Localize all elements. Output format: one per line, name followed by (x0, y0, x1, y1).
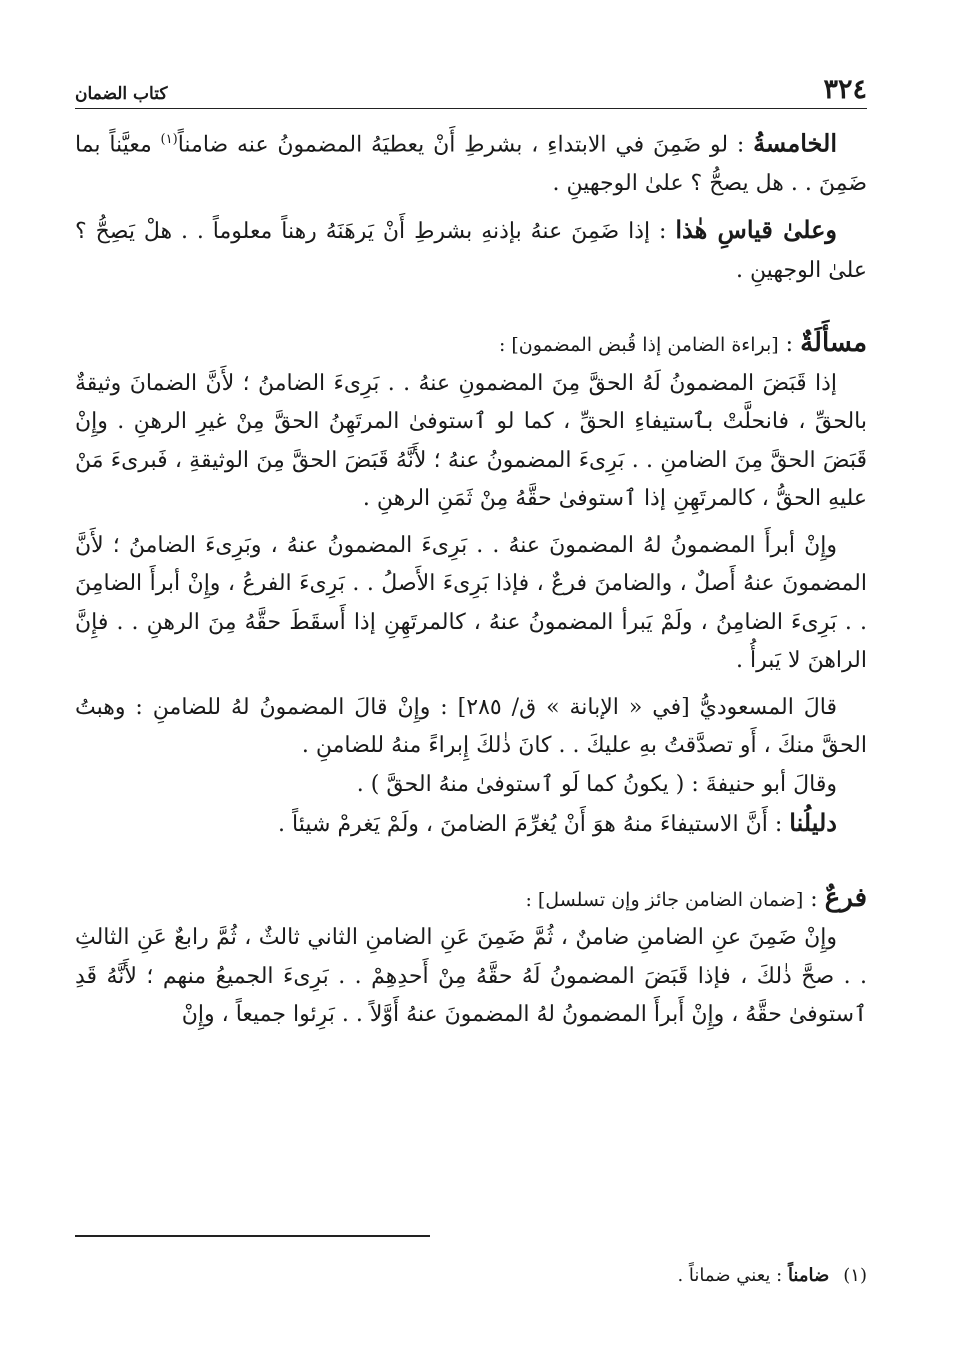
section-heading-masala (75, 324, 867, 365)
paragraph-text: وإِنْ أبرأَ المضمونُ لهُ المضمونَ عنهُ . . بَرِىءَ المضمونُ عنهُ ، وبَرِىءَ الضامنُ ؛ لأَنَّ المضمونَ عنهُ أَصلٌ ، والضامنَ فرعٌ ، فإذا بَرِىءَ الأَصلُ . . بَرِىءَ الفرعُ ، وإِنْ أبرأَ الضامِنَ . . بَرِىءَ الضامِنُ ، ولَمْ يَبرأ المضمونُ عنهُ ، كالمرتَهِنِ إذا أَسقَطَ حقَّهُ مِنَ الرهنِ . . فإِنَّ الراهنَ لا يَبرأُ . (75, 532, 867, 674)
paragraph-evidence (75, 804, 867, 845)
book-page (75, 70, 867, 1320)
paragraph-text: قالَ المسعوديُّ [في « الإبانة » ق/ ٢٨٥] : وإِنْ قالَ المضمونُ لهُ للضامنِ : وهبتُ الحقَّ منكَ ، أَو تصدَّقتُ بهِ عليكَ . . كانَ ذٰلكَ إِبراءً منهُ للضامنِ . (75, 694, 867, 759)
heading-subtitle: [ضمان الضامن جائز وإن تسلسل] : (525, 888, 804, 911)
page-header (75, 70, 867, 109)
section-heading-far (75, 879, 867, 920)
heading-label: مسأَلَةٌ (800, 328, 867, 359)
footnote-term: ضامناً (787, 1265, 830, 1286)
heading-label: فرعٌ (824, 882, 867, 913)
paragraph-text: : إذا ضَمِنَ عنهُ بإذنهِ بشرطِ أَنْ يَرهَنَهُ رهناً معلوماً . . هلْ يَصِحُّ ؟ علىٰ الوجهينِ . (75, 219, 867, 283)
footnote-reference[interactable]: (١) (160, 132, 178, 147)
paragraph-label: وعلىٰ قياسِ هٰذا (675, 215, 837, 245)
paragraph-analogy (75, 211, 867, 290)
paragraph-text: إذا قَبَضَ المضمونُ لَهُ الحقَّ مِنَ المضمونِ عنهُ . . بَرِىءَ الضامنُ ؛ لأَنَّ الضمانَ وثيقةٌ بالحقِّ ، فانحلَّتْ بٱستيفاءِ الحقِّ ، كما لو ٱستوفىٰ المرتَهِنُ الحقَّ مِنْ غيرِ الرهنِ . وإِنْ قَبَضَ الحقَّ مِنَ الضامنِ . . بَرِىءَ المضمونُ عنهُ ؛ لأَنَّهُ قَبَضَ الحقَّ مِنَ الوثيقةِ ، فَبرىءَ مَنْ عليهِ الحقُّ ، كالمرتَهِنِ إذا ٱستوفىٰ حقَّهُ مِنْ ثَمَنِ الرهنِ . (75, 370, 867, 512)
footnote-number: (١) (843, 1265, 867, 1286)
paragraph-text: وإِنْ ضَمِنَ عنِ الضامنِ ضامنٌ ، ثُمَّ ضَمِنَ عَنِ الضامنِ الثاني ثالثٌ ، ثُمَّ رابعٌ عَنِ الثالثِ . . صحَّ ذٰلكَ ، فإذا قَبَضَ المضمونُ لَهُ حقَّهُ مِنْ أَحدِهِمْ . . بَرِىءَ الجميعُ منهم ؛ لأَنَّهُ قَدِ ٱستوفىٰ حقَّهُ ، وإِنْ أَبرأَ المضمونُ لهُ المضمونَ عنهُ أَوَّلاً . . بَرِئوا جميعاً ، وإِنْ (75, 925, 867, 1028)
paragraph-text: : لو ضَمِنَ في الابتداءِ ، بشرطِ أَنْ يعطيَهُ المضمونُ عنه ضامناً (177, 132, 754, 158)
running-title: كتاب الضمان (75, 84, 168, 104)
paragraph-text: معيَّناً بما ضَمِنَ . . هل يصحُّ ؟ علىٰ الوجهينِ . (75, 132, 867, 196)
heading-separator: : (803, 886, 825, 912)
paragraph-label: الخامسةُ (753, 128, 837, 158)
heading-subtitle: [براءة الضامن إذا قُبض المضمون] : (498, 334, 779, 357)
footnote-text: : يعني ضماناً . (677, 1265, 788, 1286)
paragraph-fifth (75, 121, 867, 203)
footnote-divider (75, 1235, 430, 1237)
paragraph-label: دليلُنا (789, 808, 837, 838)
paragraph-text: : أَنَّ الاستيفاءَ منهُ هوَ أَنْ يُغرِّمَ الضامنَ ، ولَمْ يَغرمْ شيئاً . (278, 812, 790, 838)
footnote (677, 1265, 867, 1286)
page-body (75, 121, 867, 1035)
heading-separator: : (778, 332, 801, 358)
paragraph-text: وقالَ أبو حنيفةَ : ( يكونُ كما لَو ٱستوفىٰ منهُ الحقَّ ) . (356, 771, 837, 797)
page-number: ٣٢٤ (823, 74, 867, 105)
